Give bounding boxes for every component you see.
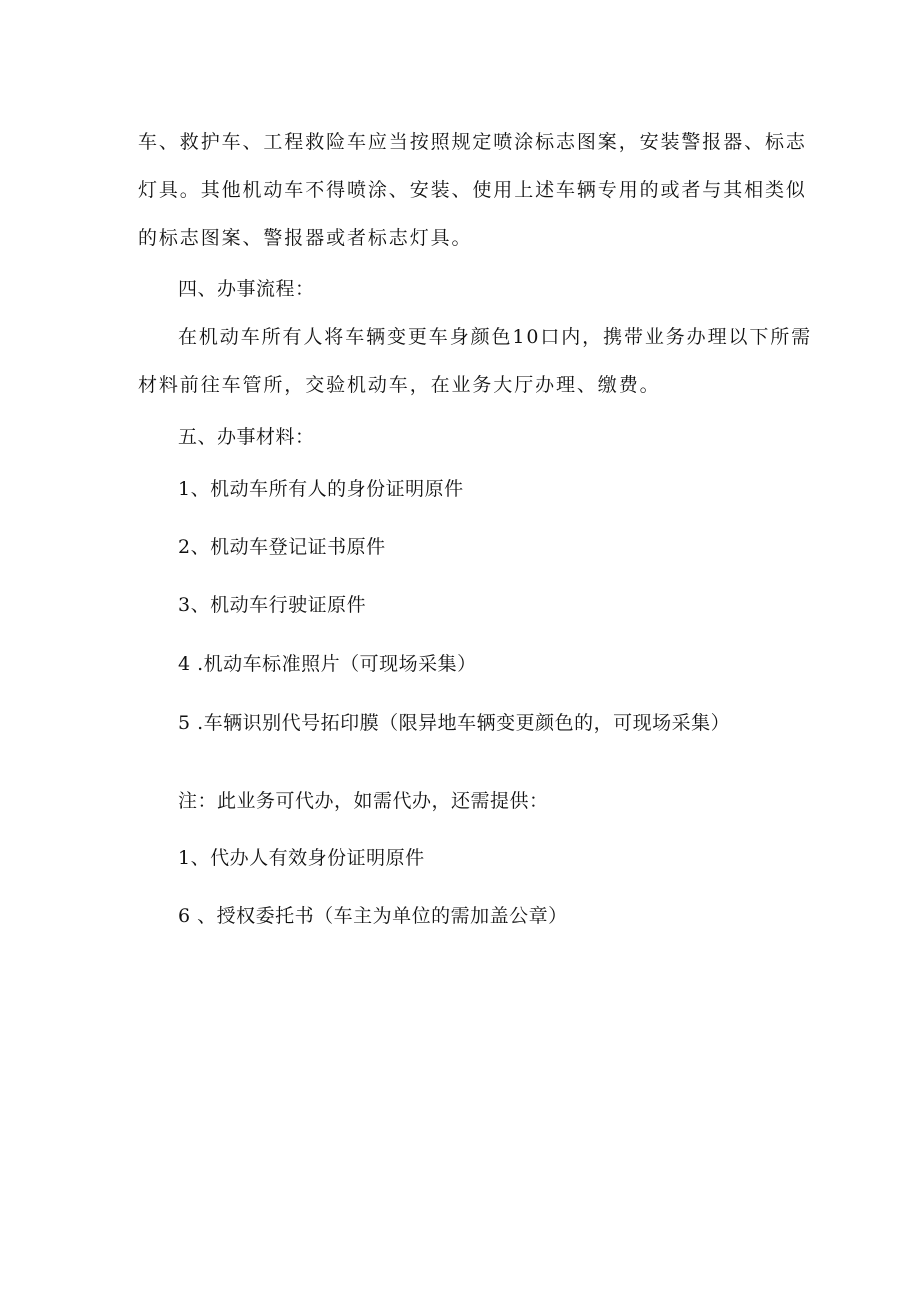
list-item: 5 .车辆识别代号拓印膜（限异地车辆变更颜色的，可现场采集） — [178, 712, 731, 734]
section-heading-materials: 五、办事材料： — [178, 426, 315, 448]
paragraph-line: 的标志图案、警报器或者标志灯具。 — [138, 227, 473, 249]
list-item: 6 、授权委托书（车主为单位的需加盖公章） — [178, 905, 568, 927]
section-heading-process: 四、办事流程： — [178, 278, 315, 300]
note-heading: 注：此业务可代办，如需代办，还需提供： — [178, 790, 549, 812]
list-item: 3、机动车行驶证原件 — [178, 594, 367, 616]
list-item: 2、机动车登记证书原件 — [178, 536, 386, 558]
list-item: 1、机动车所有人的身份证明原件 — [178, 478, 464, 500]
list-item: 1、代办人有效身份证明原件 — [178, 847, 425, 869]
paragraph-line: 材料前往车管所，交验机动车，在业务大厅办理、缴费。 — [138, 374, 661, 396]
paragraph-line: 车、救护车、工程救险车应当按照规定喷涂标志图案，安装警报器、标志 — [138, 131, 807, 153]
list-item: 4 .机动车标准照片（可现场采集） — [178, 653, 477, 675]
paragraph-line: 灯具。其他机动车不得喷涂、安装、使用上述车辆专用的或者与其相类似 — [138, 179, 807, 201]
paragraph-line: 在机动车所有人将车辆变更车身颜色10口内，携带业务办理以下所需 — [178, 326, 813, 348]
